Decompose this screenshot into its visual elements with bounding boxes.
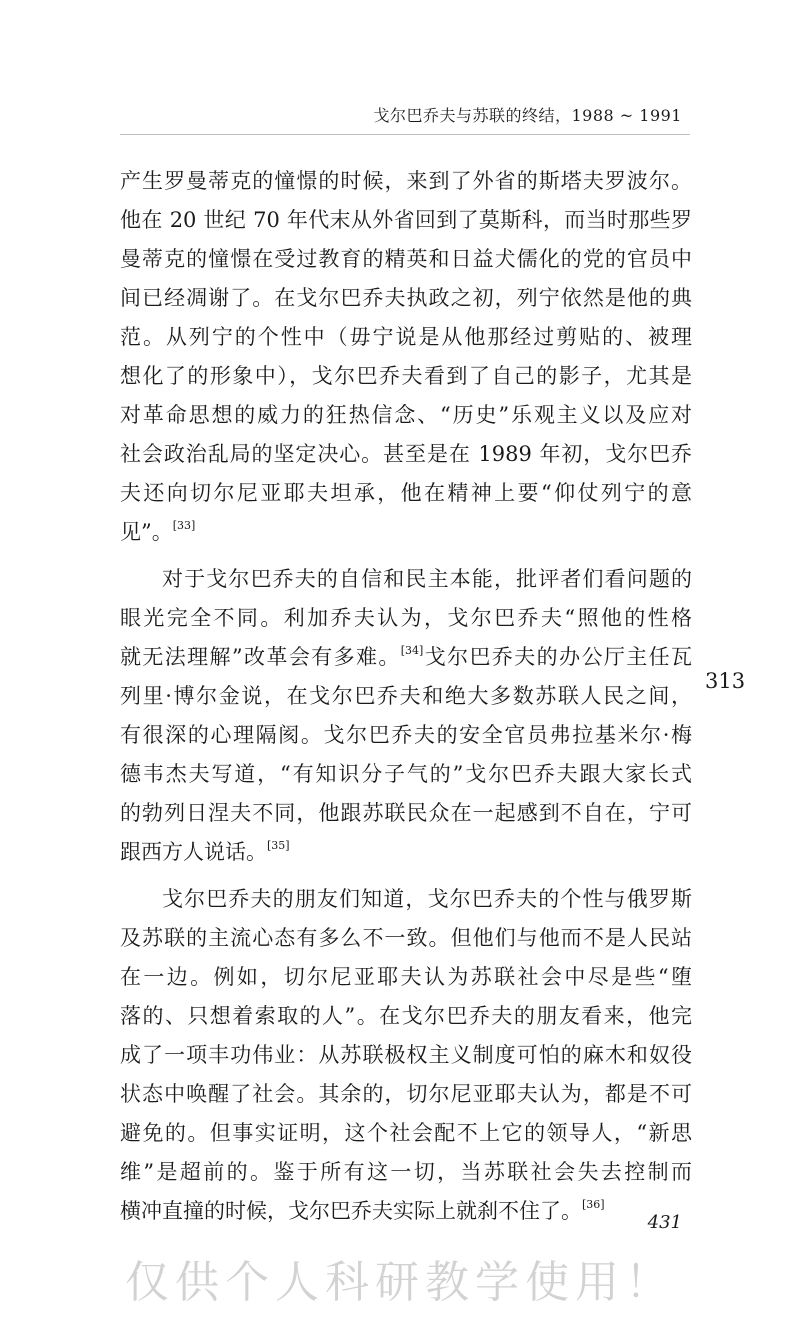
text-line	[120, 513, 692, 552]
text-line: 他在 20 世纪 70 年代末从外省回到了莫斯科，而当时那些罗	[120, 208, 692, 232]
original-page-number: 313	[705, 669, 746, 693]
text-line: 有很深的心理隔阂。戈尔巴乔夫的安全官员弗拉基米尔·梅	[120, 723, 692, 747]
footnote-ref: [36]	[582, 1198, 605, 1211]
text-line: 产生罗曼蒂克的憧憬的时候，来到了外省的斯塔夫罗波尔。	[120, 169, 692, 193]
line-text: 戈尔巴乔夫的办公厅主任瓦	[423, 645, 692, 669]
text-line: 社会政治乱局的坚定决心。甚至是在 1989 年初，戈尔巴乔	[120, 442, 692, 466]
page-number: 431	[647, 1212, 682, 1233]
text-line: 的勃列日涅夫不同，他跟苏联民众在一起感到不自在，宁可	[120, 801, 692, 825]
footnote-ref: [33]	[172, 519, 196, 532]
text-line: 戈尔巴乔夫的朋友们知道，戈尔巴乔夫的个性与俄罗斯	[162, 887, 692, 911]
line-text: 见”。	[120, 520, 173, 544]
line-text: 横冲直撞的时候，戈尔巴乔夫实际上就刹不住了。	[120, 1199, 582, 1223]
paragraph-1	[120, 162, 692, 552]
text-line: 德韦杰夫写道，“有知识分子气的”戈尔巴乔夫跟大家长式	[120, 762, 692, 786]
text-line: 状态中唤醒了社会。其余的，切尔尼亚耶夫认为，都是不可	[120, 1082, 692, 1106]
paragraph-2	[120, 560, 692, 872]
text-line	[120, 1192, 692, 1231]
text-line: 在一边。例如，切尔尼亚耶夫认为苏联社会中尽是些“堕	[120, 965, 692, 989]
text-line: 间已经凋谢了。在戈尔巴乔夫执政之初，列宁依然是他的典	[120, 286, 692, 310]
text-line: 夫还向切尔尼亚耶夫坦承，他在精神上要“仰仗列宁的意	[120, 481, 692, 505]
watermark: 仅供个人科研教学使用！	[125, 1257, 675, 1308]
text-line	[120, 833, 692, 872]
text-line: 成了一项丰功伟业：从苏联极权主义制度可怕的麻木和奴役	[120, 1043, 692, 1067]
text-line: 避免的。但事实证明，这个社会配不上它的领导人，“新思	[120, 1121, 692, 1145]
text-line: 眼光完全不同。利加乔夫认为，戈尔巴乔夫“照他的性格	[120, 606, 692, 630]
text-line: 落的、只想着索取的人”。在戈尔巴乔夫的朋友看来，他完	[120, 1004, 692, 1028]
footnote-ref: [35]	[267, 839, 290, 852]
body-text	[120, 162, 692, 1239]
text-line	[120, 638, 692, 677]
line-text: 就无法理解”改革会有多难。	[120, 645, 401, 669]
text-line: 对于戈尔巴乔夫的自信和民主本能，批评者们看问题的	[162, 567, 692, 591]
text-line: 对革命思想的威力的狂热信念、“历史”乐观主义以及应对	[120, 403, 692, 427]
line-text: 跟西方人说话。	[120, 840, 267, 864]
text-line: 范。从列宁的个性中（毋宁说是从他那经过剪贴的、被理	[120, 325, 692, 349]
footnote-ref: [34]	[400, 644, 424, 657]
paragraph-3	[120, 880, 692, 1231]
text-line: 维”是超前的。鉴于所有这一切，当苏联社会失去控制而	[120, 1160, 692, 1184]
running-header: 戈尔巴乔夫与苏联的终结，1988 ~ 1991	[373, 106, 682, 125]
text-line: 想化了的形象中），戈尔巴乔夫看到了自己的影子，尤其是	[120, 364, 692, 388]
text-line: 曼蒂克的憧憬在受过教育的精英和日益犬儒化的党的官员中	[120, 247, 692, 271]
header-rule	[120, 134, 690, 135]
text-line: 及苏联的主流心态有多么不一致。但他们与他而不是人民站	[120, 926, 692, 950]
text-line: 列里·博尔金说，在戈尔巴乔夫和绝大多数苏联人民之间，	[120, 684, 692, 708]
